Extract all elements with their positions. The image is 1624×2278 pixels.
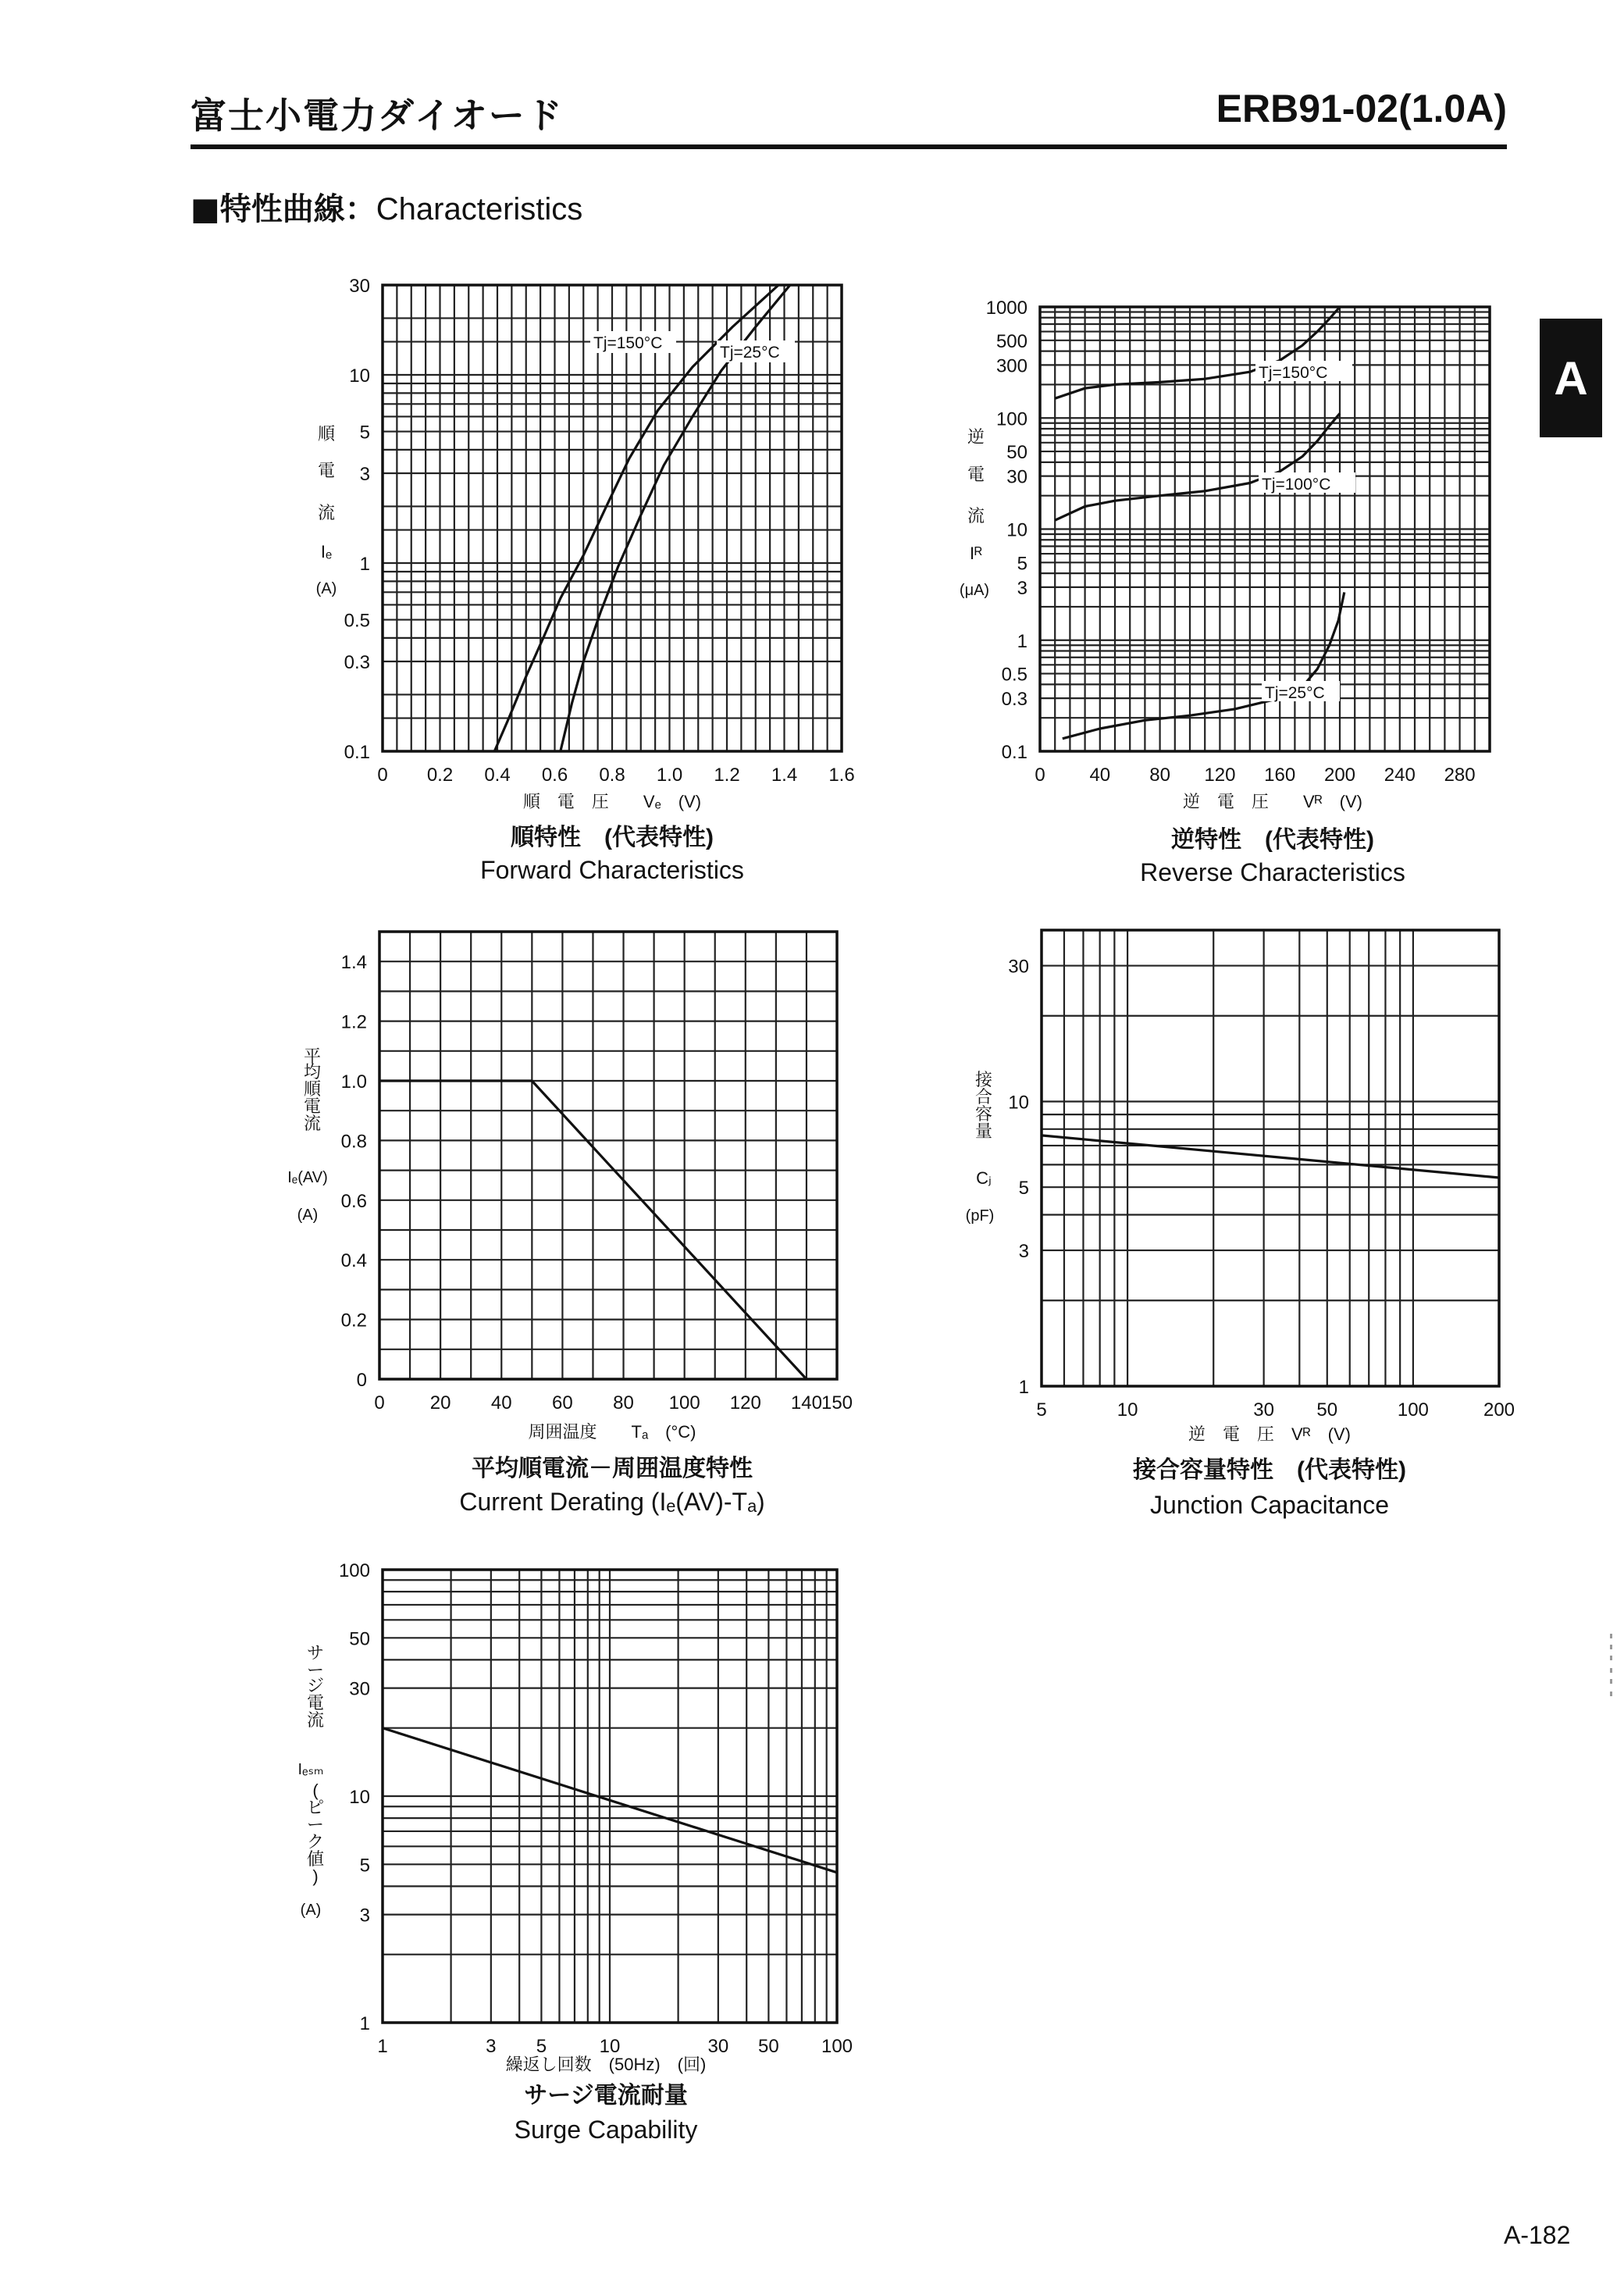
- surge-x-tick-label: 1: [377, 2036, 388, 2057]
- section-title-ja: ■特性曲線：: [191, 191, 376, 227]
- surge-x-tick-label: 30: [707, 2036, 729, 2057]
- forward-chart-title-en: Forward Characteristics: [480, 856, 744, 884]
- capacitance-y-tick-label: 5: [1018, 1178, 1029, 1200]
- surge-y-axis-label: ジ: [306, 1676, 325, 1695]
- surge-x-axis-label: 繰返し回数 (50Hz) (回): [505, 2055, 707, 2074]
- derating-y-axis-label: (A): [297, 1207, 319, 1224]
- capacitance-y-axis-label: 合: [974, 1087, 993, 1107]
- capacitance-chart-title-en: Junction Capacitance: [1150, 1491, 1389, 1519]
- derating-y-tick-label: 0.4: [340, 1250, 367, 1272]
- surge-y-axis-label: ー: [306, 1815, 325, 1834]
- side-tab: A: [1540, 319, 1602, 437]
- reverse-y-tick-label: 5: [1017, 553, 1027, 575]
- forward-x-tick-label: 0.8: [599, 765, 625, 786]
- reverse-x-tick-label: 80: [1149, 765, 1170, 786]
- derating-x-tick-label: 0: [374, 1392, 385, 1414]
- reverse-x-tick-label: 0: [1035, 765, 1045, 786]
- surge-x-tick-label: 50: [758, 2036, 779, 2057]
- capacitance-x-tick-label: 50: [1316, 1399, 1338, 1421]
- surge-x-tick-label: 5: [536, 2036, 547, 2057]
- derating-x-tick-label: 150: [821, 1392, 853, 1414]
- reverse-y-tick-label: 0.5: [1001, 664, 1027, 686]
- forward-x-tick-label: 0: [377, 765, 388, 786]
- reverse-y-tick-label: 0.3: [1001, 689, 1027, 711]
- capacitance-x-tick-label: 30: [1253, 1399, 1274, 1421]
- capacitance-y-axis-label: 量: [974, 1121, 993, 1141]
- forward-series-label: Tj=25°C: [720, 344, 780, 362]
- reverse-series-label: Tj=100°C: [1262, 476, 1331, 494]
- reverse-y-axis-label: 電: [967, 465, 985, 484]
- surge-y-axis-label: ー: [306, 1660, 325, 1680]
- capacitance-series-line: [1042, 1135, 1499, 1178]
- capacitance-y-axis-label: 接: [974, 1070, 993, 1089]
- capacitance-x-tick-label: 5: [1036, 1399, 1047, 1421]
- reverse-x-tick-label: 40: [1089, 765, 1111, 786]
- surge-chart-title-ja: サージ電流耐量: [524, 2083, 688, 2109]
- surge-y-tick-label: 10: [349, 1787, 370, 1808]
- forward-x-axis-label: 順 電 圧 Vₑ (V): [522, 792, 702, 811]
- forward-y-axis-label: Iₑ: [320, 542, 333, 561]
- surge-y-axis-label: 流: [306, 1710, 325, 1730]
- capacitance-y-axis-label: 容: [974, 1104, 993, 1124]
- reverse-y-tick-label: 1: [1017, 630, 1027, 652]
- forward-x-tick-label: 0.2: [426, 765, 454, 786]
- reverse-x-tick-label: 200: [1323, 765, 1356, 786]
- derating-y-tick-label: 0.8: [340, 1131, 367, 1153]
- reverse-y-axis-label: Iᴿ: [969, 544, 983, 563]
- surge-y-axis-label: ): [312, 1866, 319, 1886]
- part-number: ERB91-02(1.0A): [1216, 87, 1507, 130]
- derating-x-tick-label: 80: [613, 1392, 634, 1414]
- reverse-y-tick-label: 1000: [985, 298, 1027, 319]
- page-number: A-182: [1504, 2221, 1571, 2249]
- capacitance-y-tick-label: 10: [1008, 1092, 1029, 1114]
- reverse-y-tick-label: 500: [995, 330, 1027, 352]
- surge-x-tick-label: 10: [599, 2036, 621, 2057]
- reverse-y-tick-label: 3: [1017, 577, 1027, 599]
- forward-y-tick-label: 1: [359, 553, 370, 575]
- forward-y-axis-label: 流: [317, 503, 336, 522]
- capacitance-x-tick-label: 200: [1483, 1399, 1515, 1421]
- derating-x-axis-label: 周囲温度 Tₐ (°C): [528, 1422, 696, 1442]
- surge-chart-title-en: Surge Capability: [514, 2116, 698, 2144]
- forward-y-tick-label: 0.3: [344, 652, 370, 674]
- reverse-series-label: Tj=25°C: [1265, 684, 1325, 702]
- reverse-y-axis-label: (μA): [959, 582, 990, 599]
- forward-y-axis-label: 電: [317, 461, 336, 480]
- capacitance-y-tick-label: 30: [1008, 956, 1029, 978]
- reverse-x-tick-label: 160: [1264, 765, 1296, 786]
- section-title-en: Characteristics: [376, 192, 583, 226]
- forward-y-tick-label: 10: [349, 365, 370, 387]
- capacitance-x-axis-label: 逆 電 圧 Vᴿ (V): [1188, 1424, 1351, 1444]
- reverse-y-tick-label: 30: [1006, 466, 1027, 488]
- reverse-y-tick-label: 300: [995, 355, 1027, 377]
- derating-plot-frame: [379, 932, 837, 1379]
- derating-x-tick-label: 140: [790, 1392, 822, 1414]
- derating-x-tick-label: 20: [429, 1392, 451, 1414]
- surge-y-tick-label: 50: [349, 1628, 370, 1650]
- forward-x-tick-label: 0.6: [541, 765, 568, 786]
- header-title: 富士小電力ダイオード: [191, 94, 564, 137]
- derating-y-tick-label: 1.4: [340, 952, 367, 974]
- derating-x-tick-label: 100: [668, 1392, 700, 1414]
- surge-y-axis-label: サ: [306, 1643, 325, 1663]
- derating-y-axis-label: 順: [303, 1079, 322, 1099]
- surge-y-axis-label: 電: [306, 1693, 325, 1713]
- derating-y-axis-label: 流: [303, 1114, 322, 1133]
- forward-y-tick-label: 3: [359, 464, 370, 486]
- surge-y-axis-label: ク: [306, 1832, 325, 1852]
- capacitance-chart-title-ja: 接合容量特性 (代表特性): [1133, 1457, 1406, 1483]
- forward-series-label: Tj=150°C: [593, 334, 663, 352]
- reverse-x-axis-label: 逆 電 圧 Vᴿ (V): [1183, 792, 1362, 811]
- surge-y-axis-label: Iₑₛₘ: [297, 1761, 324, 1778]
- derating-y-axis-label: Iₑ(AV): [287, 1169, 328, 1186]
- forward-x-tick-label: 0.4: [484, 765, 511, 786]
- forward-y-tick-label: 30: [349, 276, 370, 297]
- derating-y-axis-label: 平: [303, 1046, 322, 1066]
- surge-y-tick-label: 1: [359, 2013, 370, 2034]
- surge-y-tick-label: 5: [359, 1855, 370, 1877]
- capacitance-y-tick-label: 1: [1018, 1377, 1029, 1398]
- surge-y-axis-label: ピ: [306, 1798, 325, 1817]
- derating-y-axis-label: 均: [303, 1062, 322, 1082]
- forward-chart-title-ja: 順特性 (代表特性): [511, 825, 714, 850]
- capacitance-x-tick-label: 10: [1116, 1399, 1138, 1421]
- forward-y-tick-label: 0.1: [344, 742, 370, 763]
- surge-x-tick-label: 3: [486, 2036, 497, 2057]
- capacitance-plot-frame: [1042, 930, 1499, 1386]
- reverse-y-tick-label: 50: [1006, 442, 1027, 464]
- reverse-chart-title-en: Reverse Characteristics: [1140, 858, 1405, 886]
- forward-x-tick-label: 1.2: [714, 765, 740, 786]
- forward-y-tick-label: 0.5: [344, 610, 370, 632]
- reverse-y-tick-label: 10: [1006, 519, 1027, 541]
- forward-y-axis-label: (A): [315, 580, 337, 597]
- forward-y-axis-label: 順: [317, 424, 336, 444]
- forward-x-tick-label: 1.6: [828, 765, 855, 786]
- capacitance-y-axis-label: Cⱼ: [976, 1168, 992, 1188]
- capacitance-y-axis-label: (pF): [965, 1207, 995, 1225]
- surge-y-axis-label: (: [312, 1781, 319, 1800]
- surge-y-axis-label: 値: [306, 1849, 325, 1869]
- derating-y-axis-label: 電: [303, 1096, 322, 1116]
- capacitance-y-tick-label: 3: [1018, 1241, 1029, 1263]
- reverse-chart-title-ja: 逆特性 (代表特性): [1171, 827, 1374, 853]
- derating-y-tick-label: 0: [356, 1370, 367, 1391]
- reverse-series-label: Tj=150°C: [1259, 364, 1328, 382]
- forward-x-tick-label: 1.0: [656, 765, 683, 786]
- reverse-y-tick-label: 100: [995, 408, 1027, 430]
- capacitance-x-tick-label: 100: [1397, 1399, 1429, 1421]
- forward-x-tick-label: 1.4: [771, 765, 798, 786]
- derating-y-tick-label: 0.2: [340, 1310, 367, 1332]
- surge-y-tick-label: 30: [349, 1678, 370, 1700]
- derating-x-tick-label: 40: [490, 1392, 512, 1414]
- derating-y-tick-label: 1.0: [340, 1071, 367, 1093]
- derating-y-tick-label: 0.6: [340, 1190, 367, 1212]
- reverse-x-tick-label: 120: [1204, 765, 1236, 786]
- derating-x-tick-label: 60: [552, 1392, 573, 1414]
- derating-chart-title-en: Current Derating (Iₑ(AV)-Tₐ): [459, 1488, 765, 1516]
- reverse-x-tick-label: 240: [1384, 765, 1416, 786]
- surge-x-tick-label: 100: [821, 2036, 853, 2057]
- surge-y-tick-label: 100: [338, 1560, 370, 1581]
- forward-y-tick-label: 5: [359, 422, 370, 444]
- derating-chart-title-ja: 平均順電流－周囲温度特性: [472, 1456, 753, 1481]
- derating-y-tick-label: 1.2: [340, 1011, 367, 1033]
- reverse-y-tick-label: 0.1: [1001, 742, 1027, 763]
- reverse-y-axis-label: 流: [967, 506, 985, 526]
- reverse-x-tick-label: 280: [1444, 765, 1476, 786]
- derating-x-tick-label: 120: [729, 1392, 761, 1414]
- surge-y-axis-label: (A): [300, 1902, 322, 1919]
- surge-y-tick-label: 3: [359, 1905, 370, 1927]
- reverse-y-axis-label: 逆: [967, 427, 985, 447]
